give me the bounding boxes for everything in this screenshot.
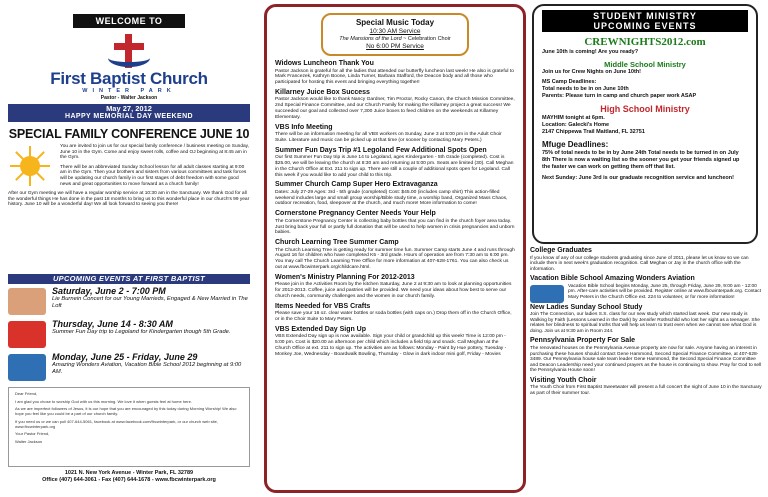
- song-title: The Mansions of the Lord: [339, 36, 402, 42]
- article-title: College Graduates: [530, 247, 592, 254]
- middle-column: [264, 4, 526, 493]
- article-title: Summer Fun Days Trip #1 Legoland Few Additional Spots Open: [275, 146, 487, 154]
- music-title: Special Music Today: [355, 18, 435, 27]
- crew-line: June 10th is coming! Are you ready?: [542, 49, 639, 55]
- article-body: Our first Summer Fun Day trip is June 14 to Legoland, ages Kindergarten - 5th Grade (completed). Cost is $25.00, we will be leaving the church at 8:30 am and returning at 5:00 pm. Seats are limited (30). Call Meghan in the Church Office at Ext. 211 to sign up. There are still a couple of additional spots open for Legoland. Call this week if you would like to add your child to this trip.: [275, 155, 514, 178]
- event-desc: Amazing Wonders Aviation, Vacation Bible School 2012 beginning at 9:00 AM.: [52, 362, 242, 375]
- date-banner: [8, 104, 250, 122]
- vbs-logo: [8, 354, 46, 381]
- article-body: The renovated houses on the Pennsylvania Avenue property are now for sale. Anyone having an interest in purchasing these houses should contact Gene Hammond, Second Special Finance Committee, at 407-628-3489. Our Pennsylvania house sale team leader Gene Hammond, the Second Special Finance Committee and Deacon Leadership need your continued prayers as the house is continuing to show. Pray for God to sell the Pennsylvania House soon!: [530, 345, 762, 374]
- event-item: [8, 286, 250, 317]
- letter-text: If you need us or we can pull 407-644-5061, facebook at www.facebook.com/fbcwinterpark, or our church web site, www.fbcwinterpark.org: [15, 418, 218, 429]
- middle-school-title: Middle School Ministry: [604, 60, 686, 69]
- letter-text: As we are imperfect followers of Jesus, it is our hope that you are encouraged by this today during Morning Worship! We also hope you feel like you could be a part of our church family.: [15, 406, 237, 416]
- article-title: Widows Luncheon Thank You: [275, 60, 374, 67]
- article-title: VBS Info Meeting: [275, 123, 333, 131]
- letter-text: I am glad you chose to worship God with us this morning. We love it when guests feel at home here.: [15, 398, 192, 404]
- holiday-line: HAPPY MEMORIAL DAY WEEKEND: [65, 113, 193, 120]
- church-name: First Baptist Church: [50, 69, 208, 88]
- event-date: Thursday, June 14 - 8:30 AM: [52, 319, 173, 329]
- conference-body: [8, 144, 250, 272]
- article-title: Items Needed for VBS Crafts: [275, 302, 371, 310]
- upcoming-events-title: UPCOMING EVENTS AT FIRST BAPTIST: [8, 274, 250, 284]
- article-body: Pastor Jackson would like to thank Nancy Gardner, Tim Proctor, Rocky Canon, the Church Mission Committee, 2nd Special Finance Committee, and our Church Family for making the Killarney project a great success! We succeeded our goal and collected over 7,300 Juice boxes to feed children on the weekends at Killarney Elementary.: [275, 97, 515, 120]
- article-body: There will be an information meeting for all VBS workers on Sunday, June 3 at 5:00 pm in the Adult Choir Suite. Literature and music can be picked up at that time (or sooner by contacting Mary Peters.): [275, 132, 502, 143]
- article-title: New Ladies Sunday School Study: [530, 303, 643, 311]
- next-sunday: Next Sunday: June 3rd is our graduate recognition service and luncheon!: [542, 175, 734, 181]
- article-body: Please join in the Activities Room by the kitchen Saturday, June 2 at 9:30 am to look at planning opportunities for 2012-2013. Coffee, juice and pastries will be provided. We need your ideas about how best to serve our church needs, community challenges and the women in our church family.: [275, 282, 512, 299]
- lego-photo: [8, 321, 46, 348]
- article-body: Please save your 16 oz. clear water bottles or soda bottles (with caps on.) Drop them off in the Church Office, or in the Choir Suite to Mary Peters.: [275, 311, 512, 323]
- ms-line: MS Camp Deadlines:: [542, 79, 597, 85]
- church-logo: [106, 34, 152, 68]
- right-column: [530, 0, 768, 497]
- church-address: [8, 470, 250, 484]
- event-item: [8, 352, 250, 383]
- student-ministry-title: [542, 10, 748, 32]
- pastor-letter: [8, 387, 250, 467]
- ms-line: Total needs to be in on June 10th: [542, 86, 629, 92]
- special-music-box: [321, 13, 469, 56]
- article-title: Women's Ministry Planning For 2012-2013: [275, 273, 415, 281]
- article-body: Join The Connection, our ladies S.S. class for our new study which started last week. Our new study is Walking by Faith (Lessons Learned in the Dark) by Jennifer Rothschild who lost her sight as a teenager. She relates her blindness to spiritual truths that will help us learn to trust even when we cannot see what God is doing. Join us at 9:30 am in Room 244.: [530, 312, 760, 334]
- mfuge-title: Mfuge Deadlines:: [542, 140, 609, 149]
- article-body: The Cornerstone Pregnancy Center is collecting baby bottles that you can find in the church foyer area today. Just bring back your full or partly full donation that will be used to help women in crisis pregnancies and unborn babies.: [275, 218, 515, 236]
- vbs-row: [530, 284, 762, 301]
- pastor-line: Pastor - Walter Jackson: [100, 95, 158, 101]
- conference-paragraph: You are invited to join us for our special family conference / business meeting on Sunday, June 10 in the Gym. Come and enjoy sweet rolls, coffee and OJ beginning at 8:45 am in the Gym.: [60, 144, 250, 161]
- letter-name: Walter Jackson: [15, 438, 43, 444]
- service-time: 10:30 AM Service: [369, 28, 421, 35]
- conference-title: SPECIAL FAMILY CONFERENCE JUNE 10: [8, 127, 250, 141]
- article-body: Vacation Bible School begins Monday, June 25, through Friday, June 29, 9:00 am - 12:00 pm. After-care activities will be provided. Register online at www.fbcwinterpark.org. Contact Mary Peters in the Church Office ext. 224 to volunteer, or for more information!: [568, 283, 762, 300]
- ms-line: Join us for Crew Nights on June 10th!: [542, 69, 642, 75]
- article-title: Summer Church Camp Super Hero Extravaganza: [275, 181, 438, 189]
- event-item: [8, 319, 250, 350]
- conference-paragraph: After our Gym meeting we will have a regular worship service at 10:30 am in the Sanctuary. We thank God for all the wonderful things He has done in the past 18 months to bring us to this wonderful place in our church's 99 year history. June 10 will be a wonderful day! We all look forward to seeing you there!: [8, 191, 250, 208]
- article-body: VBS Extended Day sign up is now available. Sign your child or grandchild up this week! Time is 12:00 pm - 5:00 pm. Cost is $20.00 an afternoon per child which includes a field trip and snack. Call Meghan at the Church Office at ext. 211 to sign up. The activities are as follows: Monday - Paint by Hue pottery, Tuesday - Monkey Joe, Wednesday - Boardwalk Bowling, Thursday - Glow in dark indoor mini golf, Friday - Movies: [275, 334, 507, 357]
- student-ministry-box: [532, 4, 758, 244]
- vbs-plane-logo: [530, 285, 564, 303]
- event-desc: Lie Burnein Concert for our Young Marrieds, Engaged & New Married in The Loft: [52, 296, 248, 309]
- article-title: Vacation Bible School Amazing Wonders Aviation: [530, 275, 695, 283]
- conference-paragraph: There will be an abbreviated Sunday School lesson for all adult classes starting at 9:00 am in the Gym. Then your brothers and sisters from various committees and task forces will be updating our church family in our first stages of debt freedom with some good news and great opportunities to move forward as a church family!: [60, 164, 247, 187]
- title-line: UPCOMING EVENTS: [593, 21, 697, 31]
- contact-line: Office (407) 644-3061 - Fax (407) 644-1678 - www.fbcwinterpark.org: [42, 477, 216, 483]
- right-articles: [530, 247, 762, 397]
- address-line: 1021 N. New York Avenue - Winter Park, FL 32789: [64, 470, 194, 476]
- title-line: STUDENT MINISTRY: [593, 11, 697, 21]
- letter-text: Dear Friend,: [15, 391, 38, 396]
- article-body: The Youth Choir from First Baptist Sweetwater will present a full concert the night of June 10 in the Sanctuary as part of their summer tour.: [530, 385, 762, 396]
- ms-line: Parents: Please turn in camp and church paper work ASAP: [542, 93, 697, 99]
- article-title: Visiting Youth Choir: [530, 376, 597, 384]
- welcome-banner: WELCOME TO: [73, 14, 185, 28]
- singer-photo: [8, 288, 46, 315]
- mid-articles: [275, 60, 515, 358]
- evening-service: No 6:00 PM Service: [366, 43, 424, 50]
- bulletin-date: May 27, 2012: [106, 104, 152, 113]
- hs-line: Location: Galecki's Home: [542, 122, 610, 128]
- article-body: The Church Learning Tree is getting ready for summer time fun. Summer Camp starts June 4 and runs through August 16 for children who have completed K5 - 3rd grade. Hours of operation are from 7:30 am to 6:00 pm. You may call The Church Learning Tree Office for more information at 407-628-1761. You can also check us out at www.fbcwinterpark.org/childcare.html.: [275, 247, 515, 271]
- article-title: VBS Extended Day Sign Up: [275, 325, 367, 333]
- hs-line: 2147 Chippewa Trail Maitland, FL 32751: [542, 129, 645, 135]
- logo-swoosh: [108, 49, 150, 67]
- song-line: [323, 36, 467, 43]
- article-body: Dates: July 27-29 Ages: 3rd - 5th grade (completed) Cost: $45.00 (includes camp shirt) This action-filled weekend includes large and small group worship/Bible study time, a worship band, Organized Mass Chaos, outdoor recreation, food, sleepover at the church, and much more! More information to come!: [275, 189, 508, 207]
- sun-icon: [10, 146, 50, 186]
- crew-nights-logo: CREWNIGHTS2012.com: [584, 36, 706, 48]
- high-school-title: High School Ministry: [600, 104, 690, 114]
- event-desc: Summer Fun Day trip to Legoland for Kindergarten though 5th Grade.: [52, 329, 231, 335]
- event-date: Saturday, June 2 - 7:00 PM: [52, 286, 166, 296]
- left-column: [0, 0, 258, 497]
- event-date: Monday, June 25 - Friday, June 29: [52, 352, 198, 362]
- church-location: WINTER PARK: [82, 88, 176, 94]
- article-body: Pastor Jackson is grateful for all the ladies that attended our butterfly luncheon last week! He also is grateful to Mark Francezek, Kathryn Boone, Linda Turner, Barbara Stafford, the Deacon body and all those who participated for hosting this event and bringing everything together!: [275, 68, 514, 86]
- choir-name: ~ Celebration Choir: [403, 36, 451, 42]
- sun-core: [20, 156, 40, 176]
- letter-sign: Your Pastor Friend,: [15, 431, 50, 436]
- hs-line: MAYHIM tonight at 6pm.: [542, 115, 605, 121]
- article-title: Killarney Juice Box Success: [275, 88, 370, 96]
- article-body: If you know of any of our college students graduating since June of 2011, please let us know so we can include them in next week's graduation recognition. Call Meghan or Jay in the church office with the information.: [530, 255, 749, 272]
- article-title: Cornerstone Pregnancy Center Needs Your Help: [275, 210, 436, 218]
- article-title: Church Learning Tree Summer Camp: [275, 239, 399, 247]
- mfuge-body: 75% of total needs to be in by June 24th Total needs to be turned in on July 8th There is now a waiting list so the sooner you get your friends signed up the faster we can work on getting them off that list.: [542, 150, 740, 170]
- article-title: Pennsylvania Property For Sale: [530, 337, 636, 345]
